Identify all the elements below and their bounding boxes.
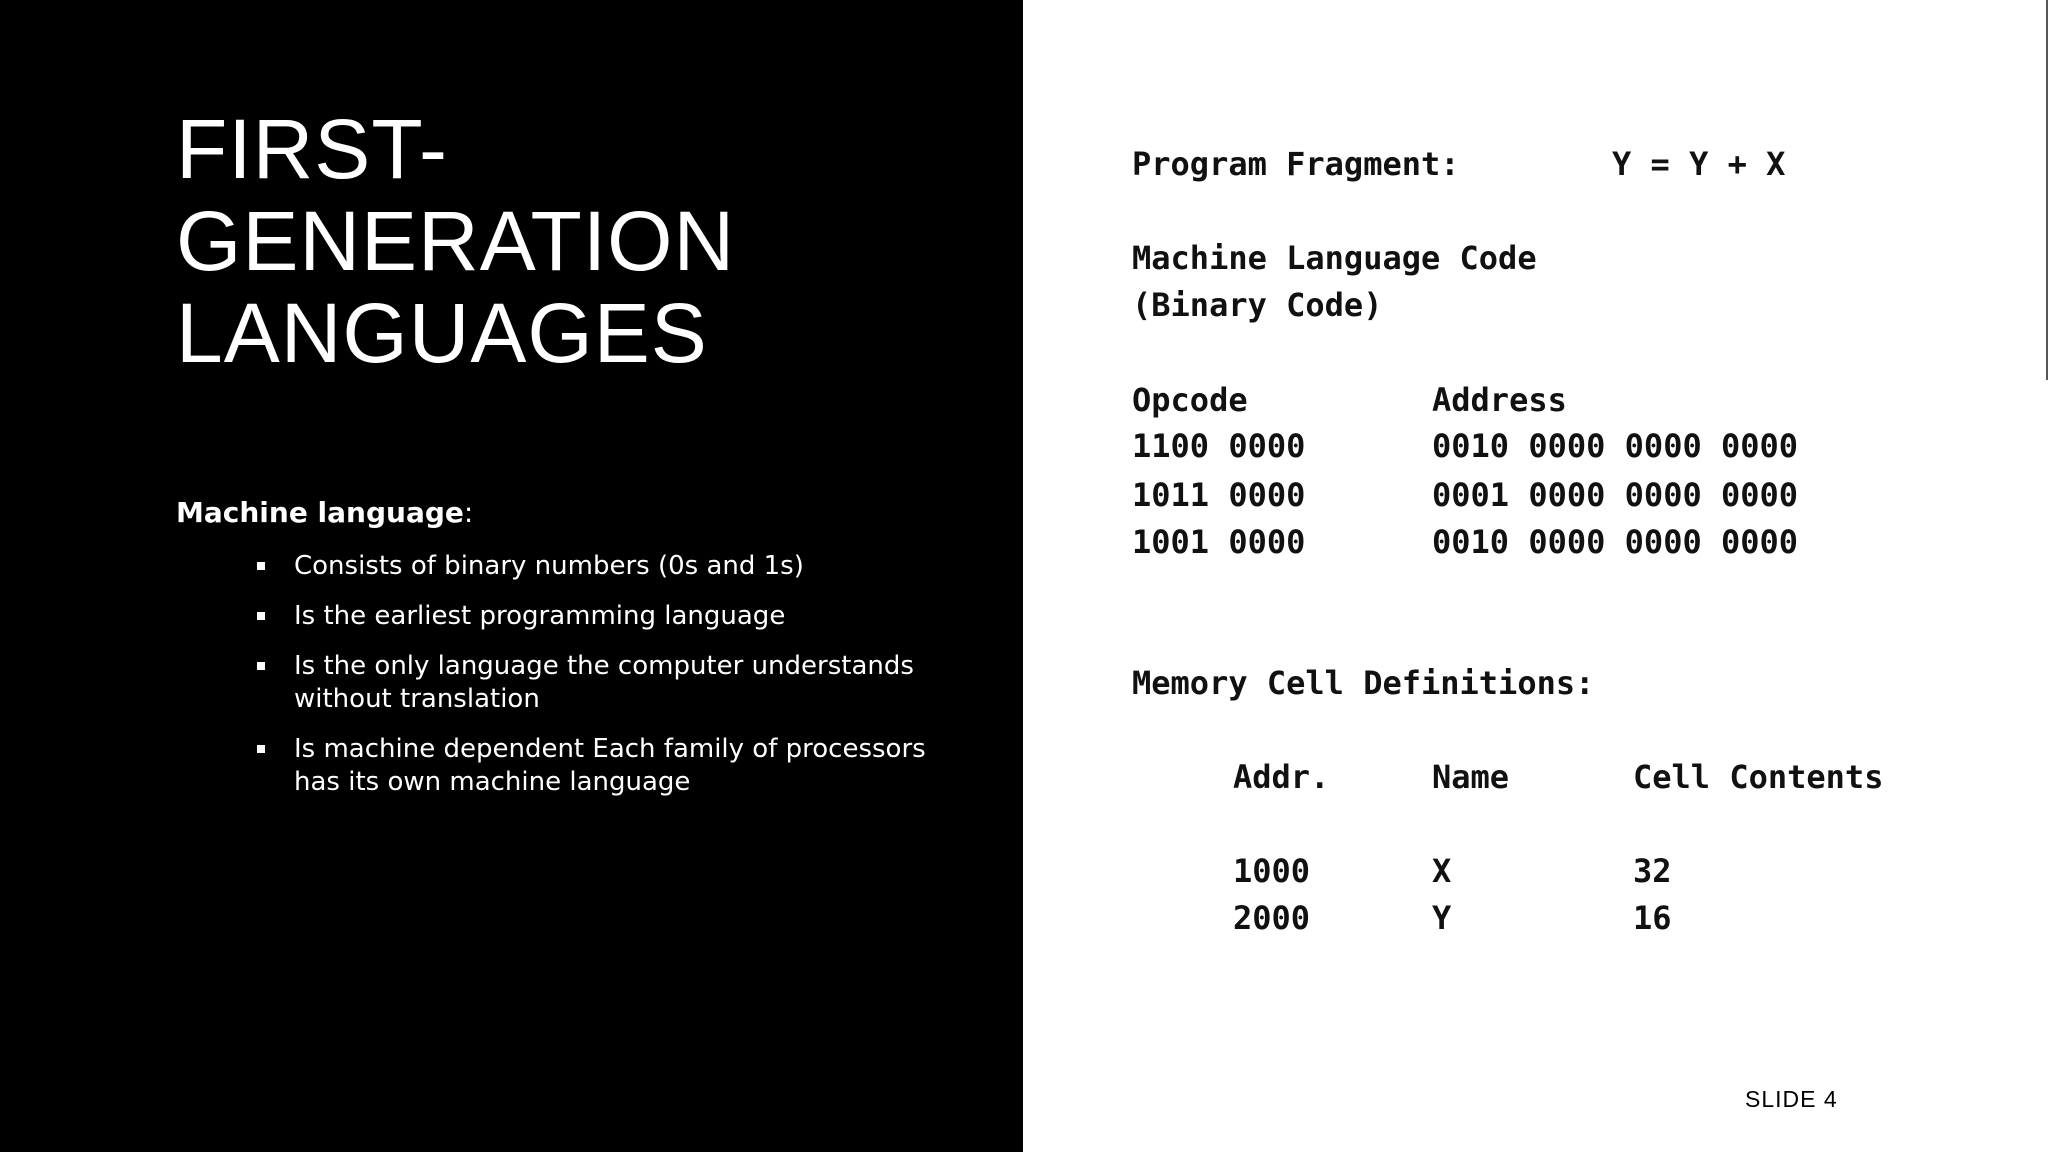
subheading-term: Machine language	[176, 496, 464, 529]
title-line: GENERATION	[176, 194, 736, 288]
memory-addr-cell: 2000	[1233, 899, 1311, 937]
address-cell: 0010 0000 0000 0000	[1432, 523, 1799, 561]
square-bullet-icon	[257, 745, 265, 753]
opcode-header: Opcode	[1132, 381, 1248, 419]
slide-number: SLIDE 4	[1745, 1086, 1838, 1112]
square-bullet-icon	[257, 612, 265, 620]
opcode-cell: 1001 0000	[1132, 523, 1306, 561]
memory-header-addr: Addr.	[1233, 758, 1330, 796]
memory-addr-cell: 1000	[1233, 852, 1311, 890]
slide-title	[176, 103, 735, 379]
memory-name-cell: X	[1432, 852, 1452, 890]
memory-header-contents: Cell Contents	[1633, 758, 1884, 796]
memory-heading: Memory Cell Definitions:	[1132, 664, 1595, 702]
bullet-text: Is the earliest programming language	[294, 601, 786, 631]
square-bullet-icon	[257, 562, 265, 570]
bullet-item	[254, 650, 934, 716]
code-subheading: (Binary Code)	[1132, 286, 1383, 324]
memory-name-cell: Y	[1432, 899, 1452, 937]
bullet-item	[254, 550, 934, 583]
opcode-cell: 1100 0000	[1132, 427, 1306, 465]
bullet-list	[254, 550, 934, 816]
subheading-colon: :	[463, 496, 474, 529]
bullet-text: Is machine dependent Each family of processors has its own machine language	[294, 734, 926, 797]
left-panel	[0, 0, 1023, 1152]
address-cell: 0010 0000 0000 0000	[1432, 427, 1799, 465]
title-line: LANGUAGES	[176, 286, 708, 380]
bullet-text: Is the only language the computer understands without translation	[294, 651, 914, 714]
address-cell: 0001 0000 0000 0000	[1432, 476, 1799, 514]
code-heading: Machine Language Code	[1132, 239, 1537, 277]
address-header: Address	[1432, 381, 1567, 419]
square-bullet-icon	[257, 662, 265, 670]
bullet-item	[254, 600, 934, 633]
opcode-cell: 1011 0000	[1132, 476, 1306, 514]
title-line: FIRST-	[176, 102, 448, 196]
code-figure-panel	[1023, 0, 2048, 1152]
memory-header-name: Name	[1432, 758, 1510, 796]
subheading	[176, 496, 473, 530]
bullet-text: Consists of binary numbers (0s and 1s)	[294, 551, 804, 581]
bullet-item	[254, 733, 934, 799]
memory-contents-cell: 32	[1633, 852, 1672, 890]
fragment-label: Program Fragment:	[1132, 145, 1460, 183]
memory-contents-cell: 16	[1633, 899, 1672, 937]
fragment-expression: Y = Y + X	[1612, 145, 1786, 183]
